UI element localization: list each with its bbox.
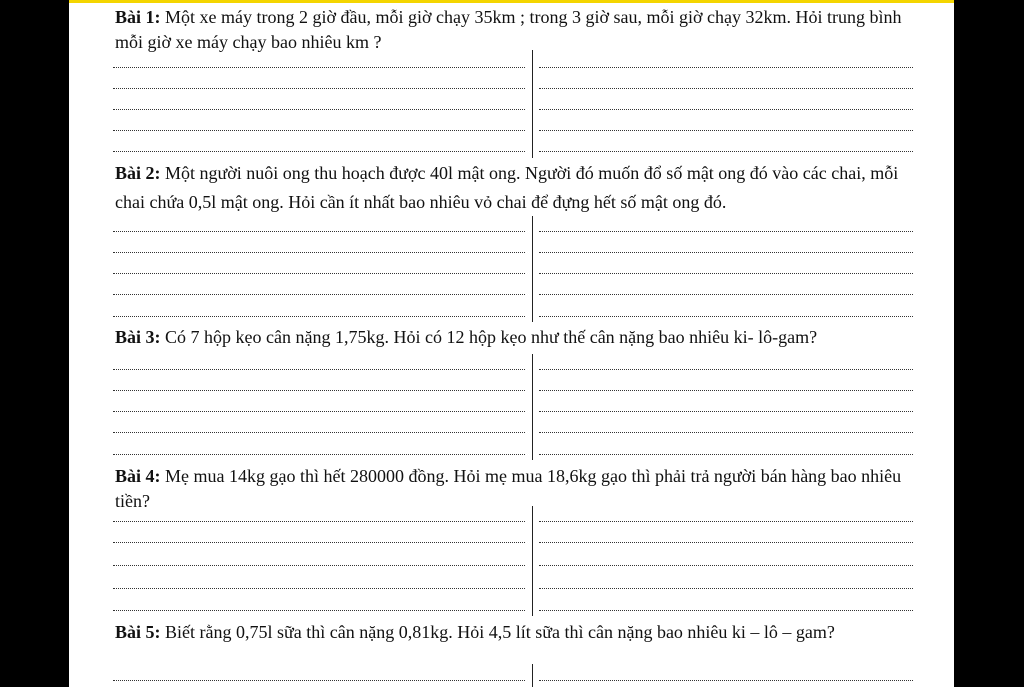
worksheet-page [69,0,954,687]
answer-area-4[interactable] [113,506,913,616]
answer-area-1[interactable] [113,50,913,158]
problem-2-label: Bài 2: [115,163,161,183]
problem-1-label: Bài 1: [115,7,161,27]
answer-area-3[interactable] [113,354,913,460]
problem-5 [115,620,921,645]
answer-divider [532,506,533,616]
answer-divider [532,216,533,322]
problem-3 [115,325,921,350]
answer-area-2[interactable] [113,216,913,322]
problem-4-text: Mẹ mua 14kg gạo thì hết 280000 đồng. Hỏi mẹ mua 18,6kg gạo thì phải trả người bán hàng bao nhiêu tiền? [115,466,902,511]
problem-3-text: Có 7 hộp kẹo cân nặng 1,75kg. Hỏi có 12 hộp kẹo như thế cân nặng bao nhiêu ki- lô-gam? [160,327,818,347]
problem-5-label: Bài 5: [115,622,161,642]
problem-2 [115,159,921,217]
problem-3-label: Bài 3: [115,327,161,347]
top-accent-bar [69,0,954,3]
answer-divider [532,354,533,460]
problem-2-text: Một người nuôi ong thu hoạch được 40l mật ong. Người đó muốn đổ số mật ong đó vào các chai, mỗi chai chứa 0,5l mật ong. Hỏi cần ít nhất bao nhiêu vỏ chai để đựng hết số mật ong đó. [115,163,899,212]
problem-5-text: Biết rằng 0,75l sữa thì cân nặng 0,81kg. Hỏi 4,5 lít sữa thì cân nặng bao nhiêu ki – lô – gam? [160,622,835,642]
problem-1 [115,5,921,55]
problem-1-text: Một xe máy trong 2 giờ đầu, mỗi giờ chạy 35km ; trong 3 giờ sau, mỗi giờ chạy 32km. Hỏi trung bình mỗi giờ xe máy chạy bao nhiêu km ? [115,7,902,52]
problem-4-label: Bài 4: [115,466,161,486]
answer-area-5[interactable] [113,664,913,687]
answer-divider [532,664,533,687]
answer-divider [532,50,533,158]
